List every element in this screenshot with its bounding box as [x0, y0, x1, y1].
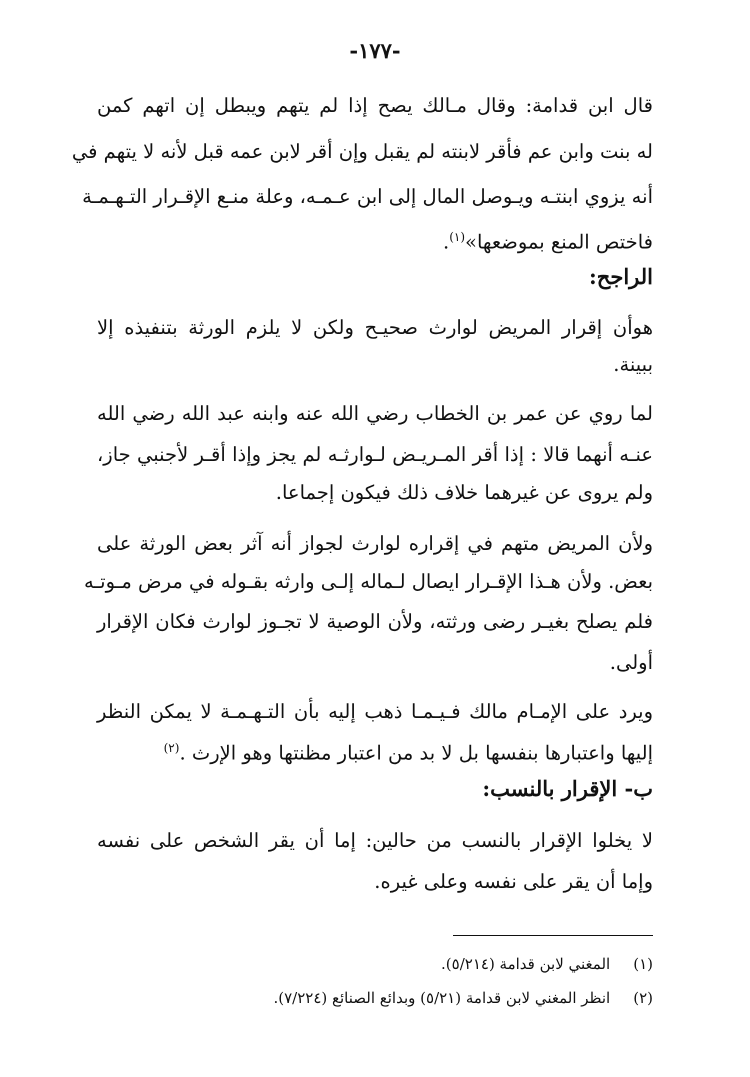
paragraph-line-last: ولم يروى عن غيرهما خلاف ذلك فيكون إجماعا.	[275, 481, 653, 504]
paragraph-line: لا يخلوا الإقرار بالنسب من حالين: إما أن يقر الشخص على نفسه	[97, 829, 653, 852]
paragraph-text: إليها واعتبارها بنفسها بل لا بد من اعتبار مظنتها وهو الإرث .	[179, 741, 653, 765]
footnote-divider	[453, 935, 653, 936]
footnote	[441, 952, 653, 976]
paragraph-line-last: ببينة.	[613, 353, 653, 376]
footnote-reference: (٢)	[163, 741, 180, 755]
page-number: -١٧٧-	[349, 38, 401, 63]
quote-text: فاختص المنع بموضعها»	[465, 230, 653, 254]
footnote-reference: (١)	[449, 230, 466, 244]
paragraph-line-last: أولى.	[609, 651, 653, 674]
paragraph-line: هوأن إقرار المريض لوارث صحيـح ولكن لا يلزم الورثة بتنفيذه إلا	[97, 316, 653, 339]
footnote-number: (٢)	[633, 989, 653, 1007]
paragraph-line-last	[443, 222, 653, 258]
footnote	[273, 986, 653, 1010]
footnote-number: (١)	[633, 955, 653, 973]
period: .	[442, 230, 450, 254]
paragraph-line: ولأن المريض متهم في إقراره لوارث لجواز أنه آثر بعض الورثة على	[97, 532, 653, 555]
paragraph-line: ويرد على الإمـام مالك فـيـمـا ذهب إليه بأن التـهـمـة لا يمكن النظر	[97, 700, 653, 723]
paragraph-line-last	[164, 733, 653, 769]
footnote-text: انظر المغني لابن قدامة (٥/٢١) وبدائع الصنائع (٧/٢٢٤).	[273, 989, 611, 1007]
paragraph-line: أنه يزوي ابنتـه ويـوصل المال إلى ابن عـمـه، وعلة منـع الإقـرار التـهـمـة	[82, 185, 653, 208]
paragraph-line: فلم يصلح بغيـر رضى ورثته، ولأن الوصية لا تجـوز لوارث فكان الإقرار	[97, 610, 653, 633]
section-heading: ب- الإقرار بالنسب:	[482, 776, 653, 801]
paragraph-line: قال ابن قدامة: وقال مـالك يصح إذا لم يتهم ويبطل إن اتهم كمن	[97, 94, 653, 117]
paragraph-line: له بنت وابن عم فأقر لابنته لم يقبل وإن أقر لابن عمه قبل لأنه لا يتهم في	[71, 140, 653, 163]
paragraph-line: لما روي عن عمر بن الخطاب رضي الله عنه وابنه عبد الله رضي الله	[97, 402, 653, 425]
paragraph-line: عنـه أنهما قالا : إذا أقر المـريـض لـوارثـه لم يجز وإذا أقـر لأجنبي جاز،	[97, 443, 653, 466]
footnote-text: المغني لابن قدامة (٥/٢١٤).	[441, 955, 611, 973]
section-heading: الراجح:	[589, 264, 653, 289]
paragraph-line-last: وإما أن يقر على نفسه وعلى غيره.	[374, 870, 653, 893]
paragraph-line: بعض. ولأن هـذا الإقـرار ايصال لـماله إلـى وارثه بقـوله في مرض مـوتـه	[83, 570, 653, 593]
